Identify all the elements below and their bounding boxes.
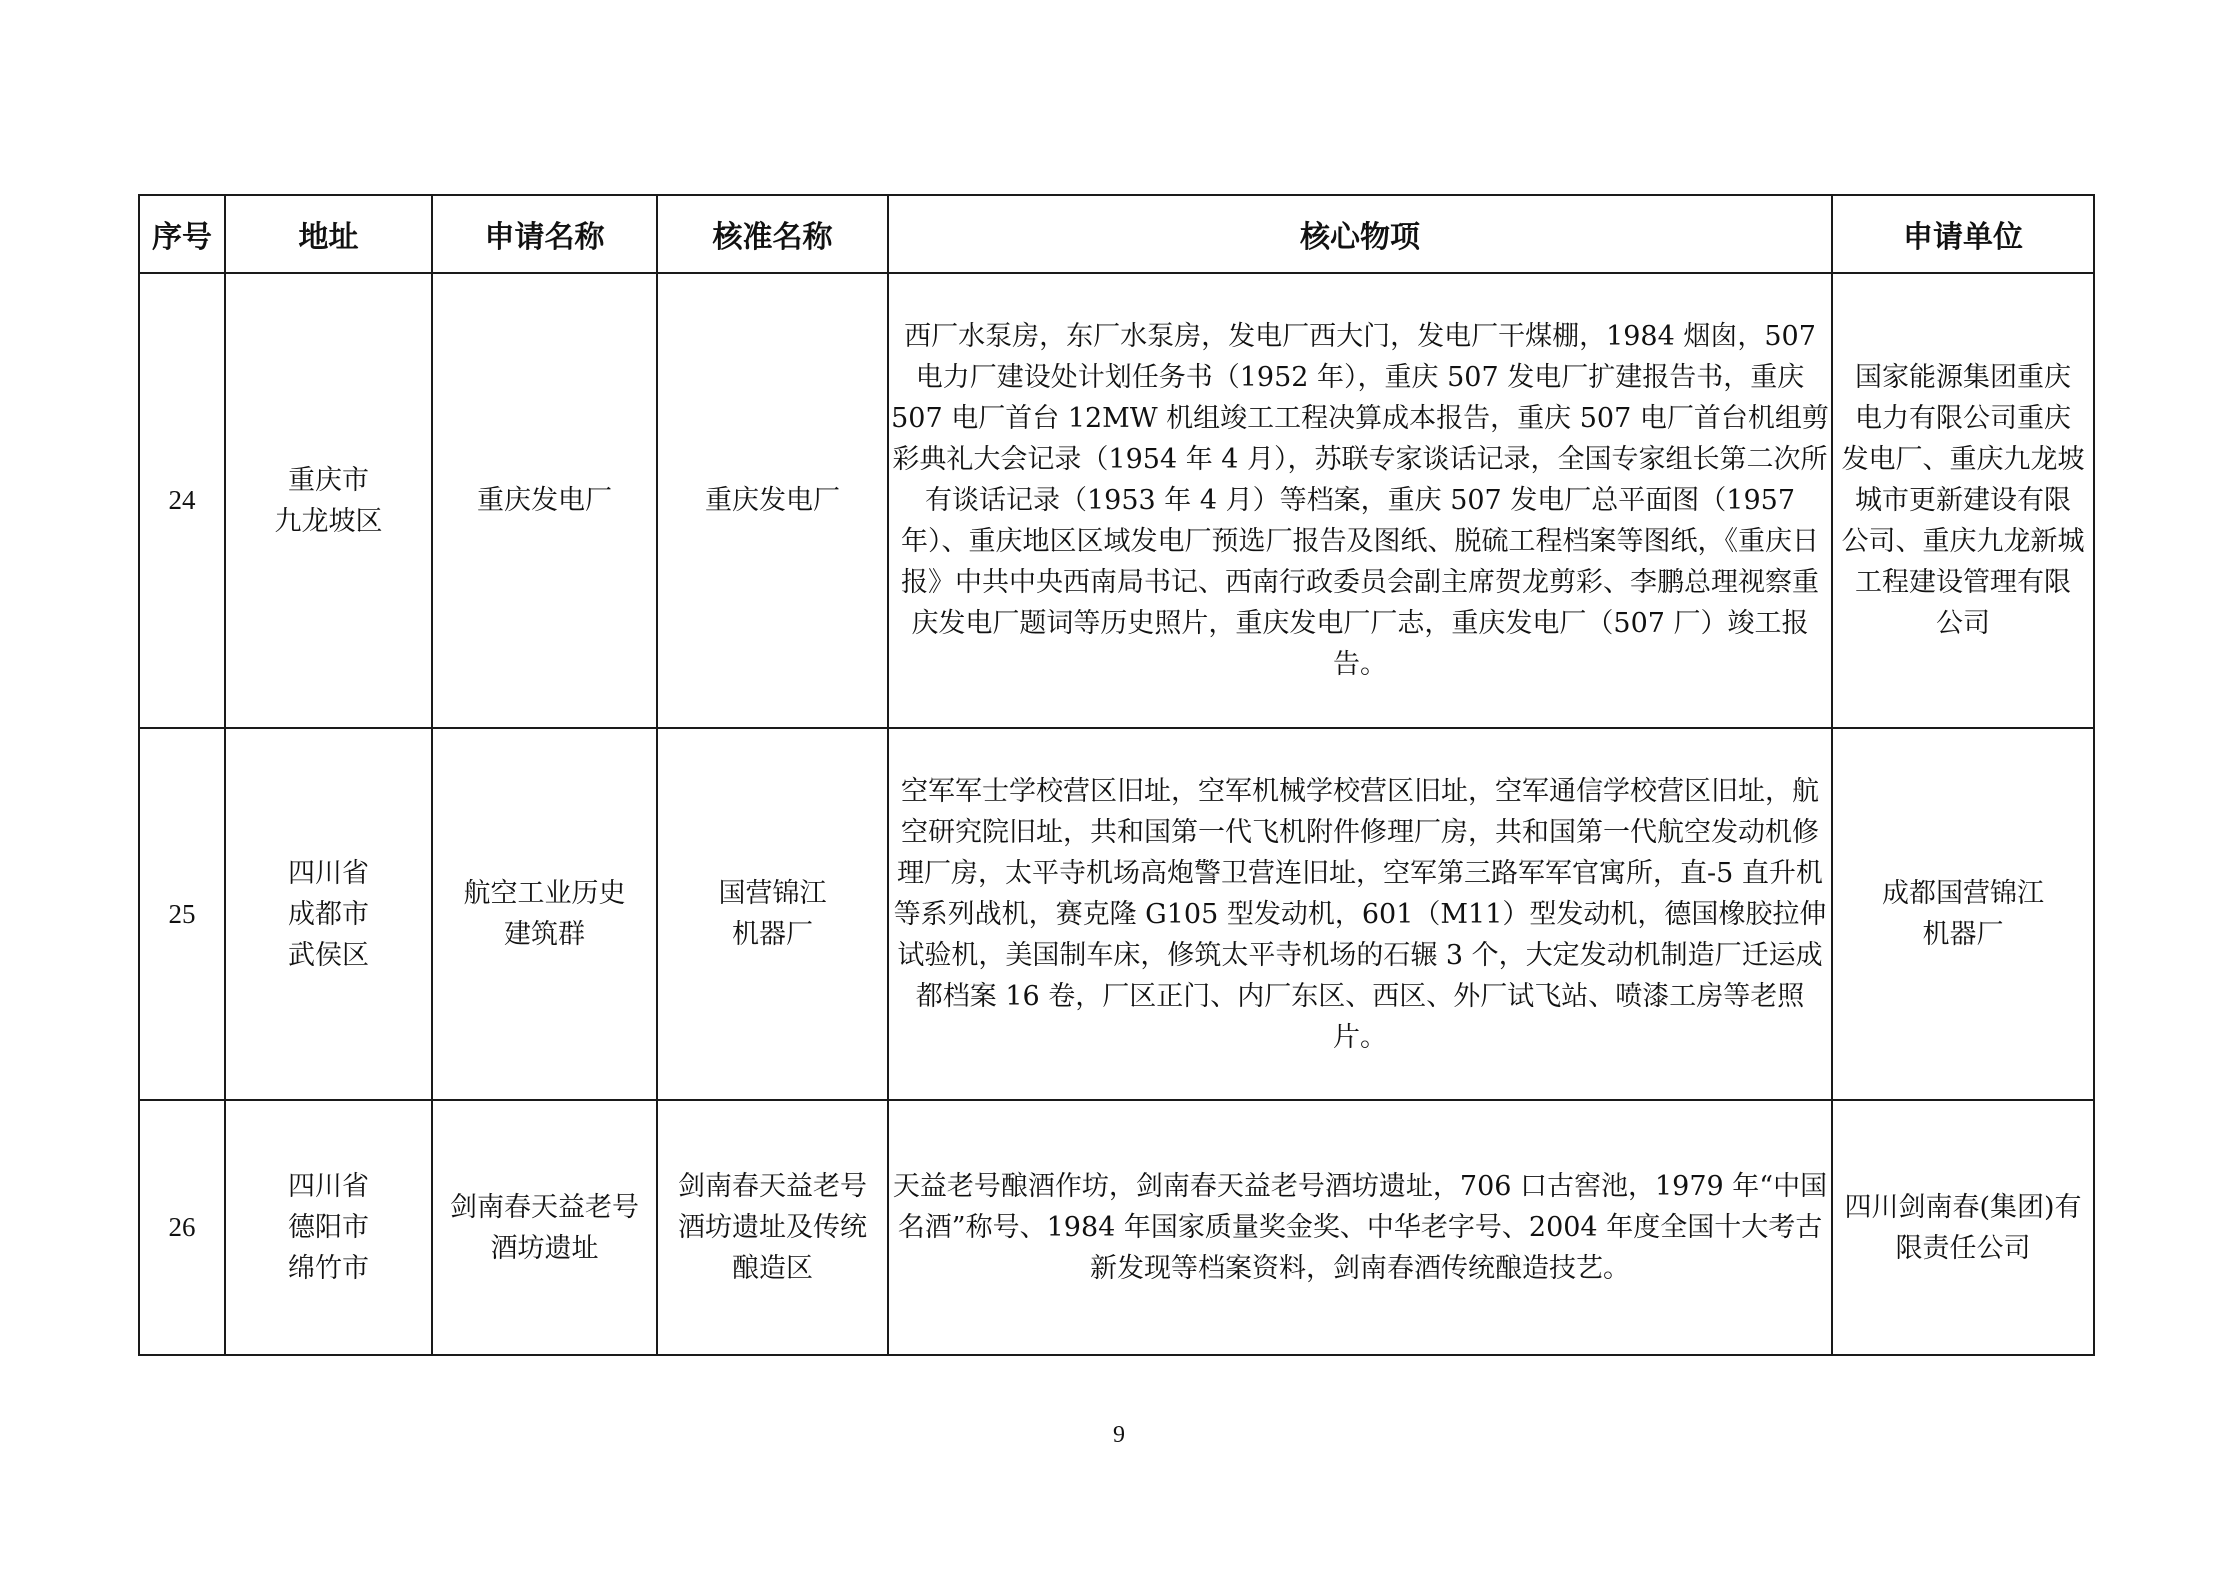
- header-row: [139, 195, 2094, 273]
- row-applicant: [1832, 728, 2094, 1100]
- header-address: 地址: [225, 195, 432, 273]
- table-row: [139, 728, 2094, 1100]
- heritage-table: [138, 194, 2095, 1356]
- header-core-items: 核心物项: [888, 195, 1832, 273]
- row-index: 25: [139, 728, 225, 1100]
- applied-name-line: 剑南春天益老号: [450, 1191, 639, 1223]
- row-applied-name: [432, 1100, 657, 1355]
- row-index: 26: [139, 1100, 225, 1355]
- applicant-line: 工程建设管理有限: [1855, 567, 2071, 598]
- applicant-line: 电力有限公司重庆: [1855, 403, 2071, 434]
- row-index: 24: [139, 273, 225, 728]
- approved-name-line: 酒坊遗址及传统: [678, 1212, 867, 1243]
- header-index: 序号: [139, 195, 225, 273]
- row-applied-name: [432, 728, 657, 1100]
- row-address: [225, 273, 432, 728]
- applicant-line: 城市更新建设有限: [1855, 485, 2071, 516]
- approved-name-line: 国营锦江: [718, 878, 827, 909]
- address-line: 九龙坡区: [274, 505, 383, 537]
- row-applicant: [1832, 1100, 2094, 1355]
- approved-name-line: 重庆发电厂: [705, 485, 840, 516]
- row-approved-name: [657, 728, 888, 1100]
- address-line: 重庆市: [288, 464, 369, 496]
- address-line: 德阳市: [288, 1212, 369, 1243]
- page-number: 9: [1113, 1422, 1125, 1448]
- applied-name-line: 建筑群: [504, 919, 585, 950]
- address-line: 成都市: [288, 898, 369, 930]
- header-applied-name: 申请名称: [432, 195, 657, 273]
- approved-name-line: 机器厂: [732, 919, 813, 950]
- applicant-line: 限责任公司: [1895, 1232, 2031, 1264]
- address-line: 四川省: [288, 857, 369, 889]
- row-address: [225, 1100, 432, 1355]
- header-applicant: 申请单位: [1832, 195, 2094, 273]
- applicant-line: 四川剑南春(集团)有: [1844, 1191, 2082, 1223]
- applicant-line: 国家能源集团重庆: [1855, 362, 2071, 393]
- applied-name-line: 航空工业历史: [463, 878, 626, 909]
- applied-name-line: 酒坊遗址: [490, 1232, 599, 1264]
- address-line: 绵竹市: [288, 1253, 369, 1284]
- address-line: 四川省: [288, 1171, 369, 1202]
- approved-name-line: 酿造区: [732, 1253, 813, 1284]
- applicant-line: 机器厂: [1922, 919, 2004, 950]
- row-core-items: 西厂水泵房，东厂水泵房，发电厂西大门，发电厂干煤棚，1984 烟囱，507 电力厂建设处计划任务书（1952 年），重庆 507 发电厂扩建报告书，重庆 507 电厂首台 12MW 机组竣工工程决算成本报告，重庆 507 电厂首台机组剪彩典礼大会记录（1954 年 4 月），苏联专家谈话记录，全国专家组长第二次所有谈话记录（1953 年 4 月）等档案，重庆 507 发电厂总平面图（1957 年）、重庆地区区域发电厂预选厂报告及图纸、脱硫工程档案等图纸，《重庆日报》中共中央西南局书记、西南行政委员会副主席贺龙剪彩、李鹏总理视察重庆发电厂题词等历史照片，重庆发电厂厂志，重庆发电厂（507 厂）竣工报告。: [888, 273, 1832, 728]
- row-approved-name: [657, 273, 888, 728]
- row-approved-name: [657, 1100, 888, 1355]
- applicant-line: 成都国营锦江: [1882, 878, 2044, 909]
- table-row: [139, 1100, 2094, 1355]
- applicant-line: 公司: [1936, 608, 1990, 639]
- applicant-line: 发电厂、重庆九龙坡: [1841, 444, 2085, 475]
- row-applied-name: [432, 273, 657, 728]
- applicant-line: 公司、重庆九龙新城: [1841, 526, 2085, 557]
- approved-name-line: 剑南春天益老号: [678, 1171, 867, 1202]
- row-core-items: 空军军士学校营区旧址，空军机械学校营区旧址，空军通信学校营区旧址，航空研究院旧址，共和国第一代飞机附件修理厂房，共和国第一代航空发动机修理厂房，太平寺机场高炮警卫营连旧址，空军第三路军军官寓所，直-5 直升机等系列战机，赛克隆 G105 型发动机，601（M11）型发动机，德国橡胶拉伸试验机，美国制车床，修筑太平寺机场的石辗 3 个，大定发动机制造厂迁运成都档案 16 卷，厂区正门、内厂东区、西区、外厂试飞站、喷漆工房等老照片。: [888, 728, 1832, 1100]
- table-body: [139, 273, 2094, 1355]
- applied-name-line: 重庆发电厂: [477, 485, 612, 516]
- header-approved-name: 核准名称: [657, 195, 888, 273]
- table-header: [139, 195, 2094, 273]
- address-line: 武侯区: [288, 939, 369, 971]
- row-core-items: 天益老号酿酒作坊，剑南春天益老号酒坊遗址，706 口古窖池，1979 年“中国名酒”称号、1984 年国家质量奖金奖、中华老字号、2004 年度全国十大考古新发现等档案资料，剑南春酒传统酿造技艺。: [888, 1100, 1832, 1355]
- table-row: [139, 273, 2094, 728]
- row-applicant: [1832, 273, 2094, 728]
- row-address: [225, 728, 432, 1100]
